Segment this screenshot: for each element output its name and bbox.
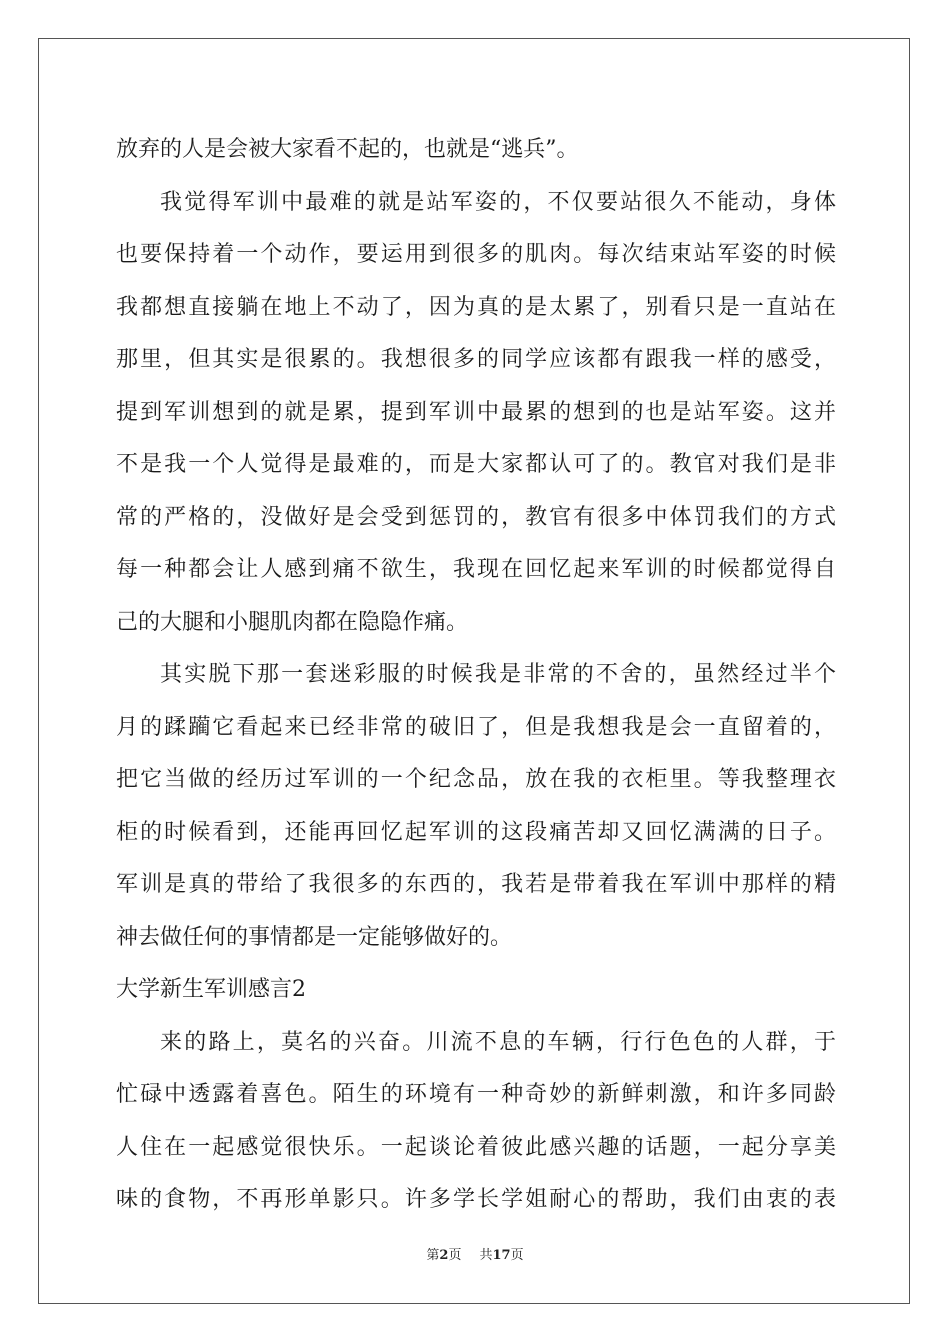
text-line-18: 忙碌中透露着喜色。陌生的环境有一种奇妙的新鲜刺激，和许多同龄: [116, 1082, 836, 1107]
text-line-11: 其实脱下那一套迷彩服的时候我是非常的不舍的，虽然经过半个: [160, 662, 836, 687]
total-prefix: 共: [479, 1248, 493, 1263]
document-body: [116, 124, 836, 1227]
text-line-10: 己的大腿和小腿肌肉都在隐隐作痛。: [116, 609, 469, 635]
total-suffix: 页: [510, 1248, 524, 1263]
page-total: 17: [492, 1248, 511, 1263]
section-heading: 大学新生军训感言2: [116, 977, 306, 1002]
text-line-3: 也要保持着一个动作，要运用到很多的肌肉。每次结束站军姿的时候: [116, 242, 836, 267]
text-line-1: 放弃的人是会被大家看不起的，也就是“逃兵”。: [116, 137, 579, 162]
text-line-4: 我都想直接躺在地上不动了，因为真的是太累了，别看只是一直站在: [116, 294, 836, 320]
text-line-19: 人住在一起感觉很快乐。一起谈论着彼此感兴趣的话题，一起分享美: [116, 1134, 836, 1160]
text-line-20: 味的食物，不再形单影只。许多学长学姐耐心的帮助，我们由衷的表: [116, 1187, 836, 1212]
page-suffix: 页: [448, 1248, 462, 1263]
text-line-8: 常的严格的，没做好是会受到惩罚的，教官有很多中体罚我们的方式: [116, 504, 836, 530]
text-line-6: 提到军训想到的就是累，提到军训中最累的想到的也是站军姿。这并: [116, 399, 836, 425]
text-line-2: 我觉得军训中最难的就是站军姿的，不仅要站很久不能动，身体: [160, 189, 836, 215]
page-current: 2: [439, 1248, 449, 1263]
text-line-16: 神去做任何的事情都是一定能够做好的。: [116, 924, 513, 950]
text-line-5: 那里，但其实是很累的。我想很多的同学应该都有跟我一样的感受，: [116, 347, 836, 372]
text-line-7: 不是我一个人觉得是最难的，而是大家都认可了的。教官对我们是非: [116, 452, 836, 477]
text-line-15: 军训是真的带给了我很多的东西的，我若是带着我在军训中那样的精: [116, 872, 836, 897]
text-line-17: 来的路上，莫名的兴奋。川流不息的车辆，行行色色的人群，于: [160, 1029, 836, 1055]
text-line-9: 每一种都会让人感到痛不欲生，我现在回忆起来军训的时候都觉得自: [116, 557, 836, 582]
text-line-12: 月的蹂躏它看起来已经非常的破旧了，但是我想我是会一直留着的，: [116, 714, 836, 740]
page-prefix: 第: [426, 1248, 440, 1263]
text-line-14: 柜的时候看到，还能再回忆起军训的这段痛苦却又回忆满满的日子。: [116, 819, 836, 845]
page-footer: [0, 1244, 950, 1263]
text-line-13: 把它当做的经历过军训的一个纪念品，放在我的衣柜里。等我整理衣: [116, 767, 836, 792]
